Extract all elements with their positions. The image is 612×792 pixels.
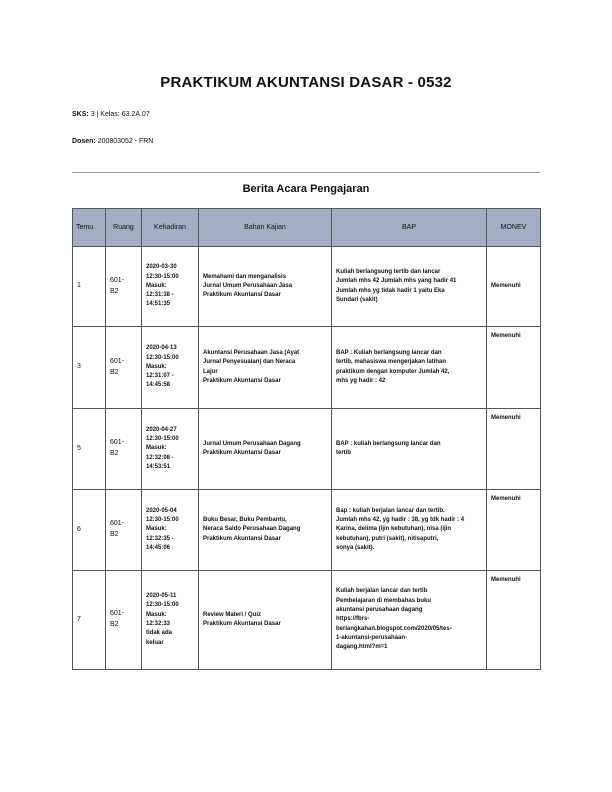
cell-bap: BAP : kuliah berlangsung lancar dan tertib [332,409,487,490]
cell-monev: Memenuhi [487,490,541,571]
cell-kehadiran: 2020-04-27 12:30-15:00 Masuk: 12:32:08 - 14:53:51 [142,409,199,490]
cell-bap: Bap : kuliah berjalan lancar dan tertib. Jumlah mhs 42, yg hadir : 38, yg tdk hadir : 4 Karina, delima (ijin kebutuhan), nisa (ijin kebutuhan), putri (sakit), nitisaputri, sonya (sakit). [332,490,487,571]
sks-value: 3 | Kelas: 63.2A.07 [90,111,150,118]
cell-ruang: 601- B2 [106,490,142,571]
cell-bahan-kajian: Akuntansi Perusahaan Jasa (Ayat Jurnal Penyesuaian) dan Neraca Lajur Praktikum Akuntansi Dasar [199,327,332,409]
column-header-monev: MONEV [487,209,541,247]
cell-bap: BAP : Kuliah berlangsung lancar dan tertib, mahasiswa mengerjakan latihan praktikum dengan komputer Jumlah 42, mhs yg hadir : 42 [332,327,487,409]
column-header-bahan-kajian: Bahan Kajian [199,209,332,247]
cell-bahan-kajian: Memahami dan menganalisis Jurnal Umum Perusahaan Jasa Praktikum Akuntansi Dasar [199,247,332,327]
cell-kehadiran: 2020-04-13 12:30-15:00 Masuk: 12:31:07 - 14:45:58 [142,327,199,409]
column-header-bap: BAP [332,209,487,247]
table-row [73,327,541,409]
course-info [72,111,150,118]
cell-temu: 7 [73,571,106,670]
table-row [73,409,541,490]
cell-ruang: 601- B2 [106,327,142,409]
cell-kehadiran: 2020-05-04 12:30-15:00 Masuk: 12:32:35 - 14:45:06 [142,490,199,571]
cell-bahan-kajian: Review Materi / Quiz Praktikum Akuntansi Dasar [199,571,332,670]
table-row [73,247,541,327]
table-row [73,490,541,571]
header-divider [72,172,540,173]
column-header-temu: Temu [73,209,106,247]
cell-bahan-kajian: Buku Besar, Buku Pembantu, Neraca Saldo Perusahaan Dagang Praktikum Akuntansi Dasar [199,490,332,571]
section-title: Berita Acara Pengajaran [242,183,370,195]
cell-monev: Memenuhi [487,247,541,327]
cell-temu: 3 [73,327,106,409]
cell-monev: Memenuhi [487,571,541,670]
column-header-kehadiran: Kehadiran [142,209,199,247]
teaching-report-table [72,208,541,670]
dosen-value: 200803052 - FRN [97,138,154,145]
sks-label: SKS: [72,111,89,118]
cell-bahan-kajian: Jurnal Umum Perusahaan Dagang Praktikum Akuntansi Dasar [199,409,332,490]
cell-temu: 6 [73,490,106,571]
cell-temu: 1 [73,247,106,327]
cell-ruang: 601- B2 [106,409,142,490]
cell-bap: Kuliah berjalan lancar dan tertib Pembelajaran di membahas buku akuntansi perusahaan dagang https://fbrs- berlangkahan.blogspot.com/2020/05/tes- 1-akuntansi-perusahaan- dagang.html?m=1 [332,571,487,670]
dosen-label: Dosen: [72,138,96,145]
cell-monev: Memenuhi [487,409,541,490]
table-header-row [73,209,541,247]
cell-monev: Memenuhi [487,327,541,409]
page-title: PRAKTIKUM AKUNTANSI DASAR - 0532 [160,74,452,91]
cell-ruang: 601- B2 [106,247,142,327]
cell-bap: Kuliah berlangsung tertib dan lancar Jumlah mhs 42 Jumlah mhs yang hadir 41 Jumlah mhs yg tidak hadir 1 yaitu Eka Sundari (sakit) [332,247,487,327]
column-header-ruang: Ruang [106,209,142,247]
lecturer-info [72,138,153,145]
cell-ruang: 601- B2 [106,571,142,670]
cell-kehadiran: 2020-05-11 12:30-15:00 Masuk: 12:32:33 tidak ada keluar [142,571,199,670]
cell-temu: 5 [73,409,106,490]
table-row [73,571,541,670]
cell-kehadiran: 2020-03-30 12:30-15:00 Masuk: 12:31:38 - 14:51:35 [142,247,199,327]
